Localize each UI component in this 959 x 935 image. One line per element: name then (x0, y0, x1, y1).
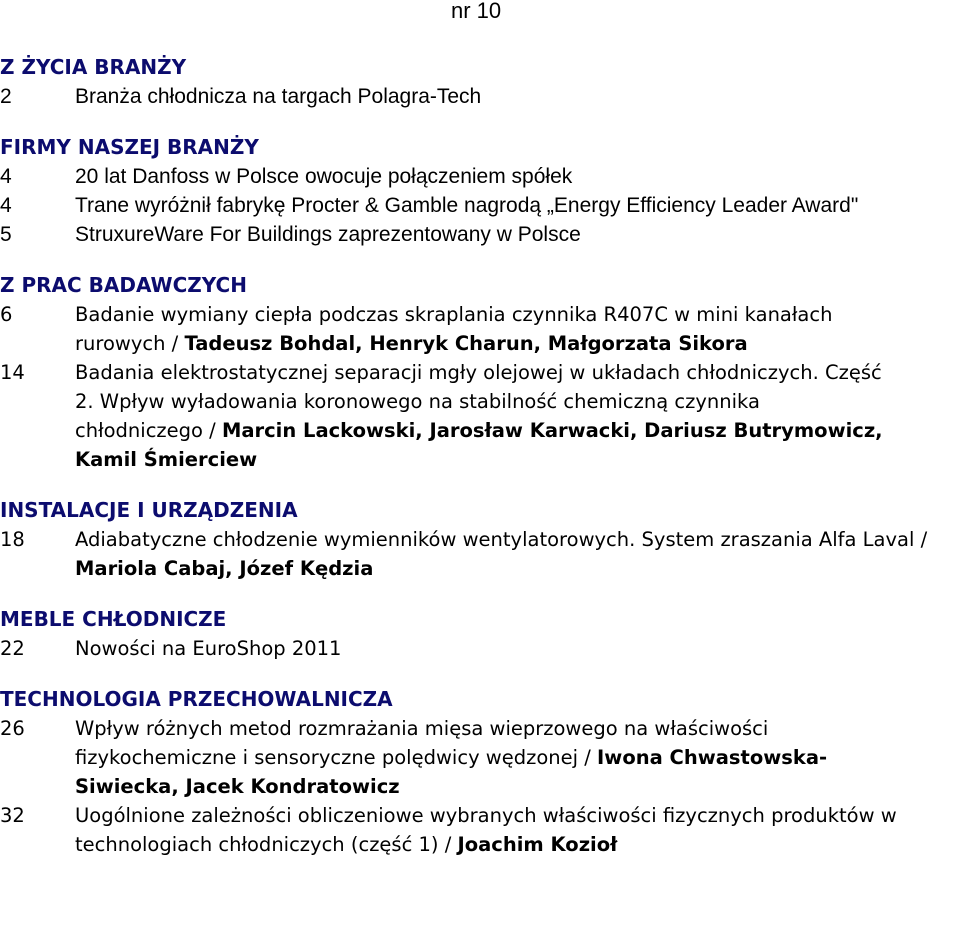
page-number: 5 (0, 223, 12, 246)
toc-entry (0, 162, 959, 191)
toc-entry (0, 634, 959, 663)
entry-authors: Tadeusz Bohdal, Henryk Charun, Małgorzata Sikora (184, 332, 748, 355)
entry-text (75, 714, 959, 801)
toc-entry (0, 714, 959, 801)
entry-authors: Joachim Kozioł (457, 833, 618, 856)
entry-text (75, 525, 959, 583)
entry-title: Branża chłodnicza na targach Polagra-Tech (75, 85, 482, 108)
page-number: 18 (0, 528, 25, 551)
toc-entry (0, 525, 959, 583)
entry-title: Uogólnione zależności obliczeniowe wybranych właściwości fizycznych produktów w technologiach chłodniczych (część 1) / (75, 804, 897, 856)
page-number: 26 (0, 717, 25, 740)
toc-entry (0, 220, 959, 249)
page-number: 14 (0, 361, 25, 384)
section-title: MEBLE CHŁODNICZE (0, 607, 227, 631)
entry-title: Nowości na EuroShop 2011 (75, 637, 342, 660)
toc-section (0, 496, 959, 583)
entry-authors: Marcin Lackowski, Jarosław Karwacki, Dariusz Butrymowicz, Kamil Śmierciew (75, 419, 883, 471)
page-number: 6 (0, 303, 13, 326)
entry-title: StruxureWare For Buildings zaprezentowany w Polsce (75, 223, 581, 246)
section-title: FIRMY NASZEJ BRANŻY (0, 135, 259, 159)
entry-title: Badania elektrostatycznej separacji mgły olejowej w układach chłodniczych. Część 2. Wpływ wyładowania koronowego na stabilność chemiczną czynnika chłodniczego / (75, 361, 882, 442)
entry-authors: Iwona Chwastowska-Siwiecka, Jacek Kondratowicz (75, 746, 828, 798)
toc-entry (0, 191, 959, 220)
entry-text (75, 300, 959, 358)
issue-number: nr 10 (451, 0, 502, 23)
section-title: Z PRAC BADAWCZYCH (0, 273, 247, 297)
entry-title: Badanie wymiany ciepła podczas skraplania czynnika R407C w mini kanałach rurowych / (75, 303, 833, 355)
table-of-contents (0, 53, 959, 881)
entry-title: Trane wyróżnił fabrykę Procter & Gamble nagrodą „Energy Efficiency Leader Award" (75, 194, 859, 217)
entry-title: Adiabatyczne chłodzenie wymienników wentylatorowych. System zraszania Alfa Laval / (75, 528, 928, 551)
entry-text (75, 358, 959, 474)
page-number: 22 (0, 637, 25, 660)
toc-section (0, 271, 959, 474)
section-title: Z ŻYCIA BRANŻY (0, 55, 187, 79)
toc-entry (0, 82, 959, 111)
entry-text (75, 801, 959, 859)
toc-section (0, 685, 959, 859)
section-title: TECHNOLOGIA PRZECHOWALNICZA (0, 687, 393, 711)
section-title: INSTALACJE I URZĄDZENIA (0, 498, 298, 522)
page-number: 4 (0, 165, 12, 188)
entry-authors: Mariola Cabaj, Józef Kędzia (75, 557, 374, 580)
page-number: 4 (0, 194, 12, 217)
toc-entry (0, 300, 959, 358)
entry-title: 20 lat Danfoss w Polsce owocuje połączeniem spółek (75, 165, 573, 188)
toc-section (0, 53, 959, 111)
page-number: 2 (0, 85, 12, 108)
page-number: 32 (0, 804, 25, 827)
toc-section (0, 133, 959, 249)
entry-title: Wpływ różnych metod rozmrażania mięsa wieprzowego na właściwości fizykochemiczne i sensoryczne polędwicy wędzonej / (75, 717, 769, 769)
toc-entry (0, 358, 959, 474)
toc-section (0, 605, 959, 663)
toc-entry (0, 801, 959, 859)
